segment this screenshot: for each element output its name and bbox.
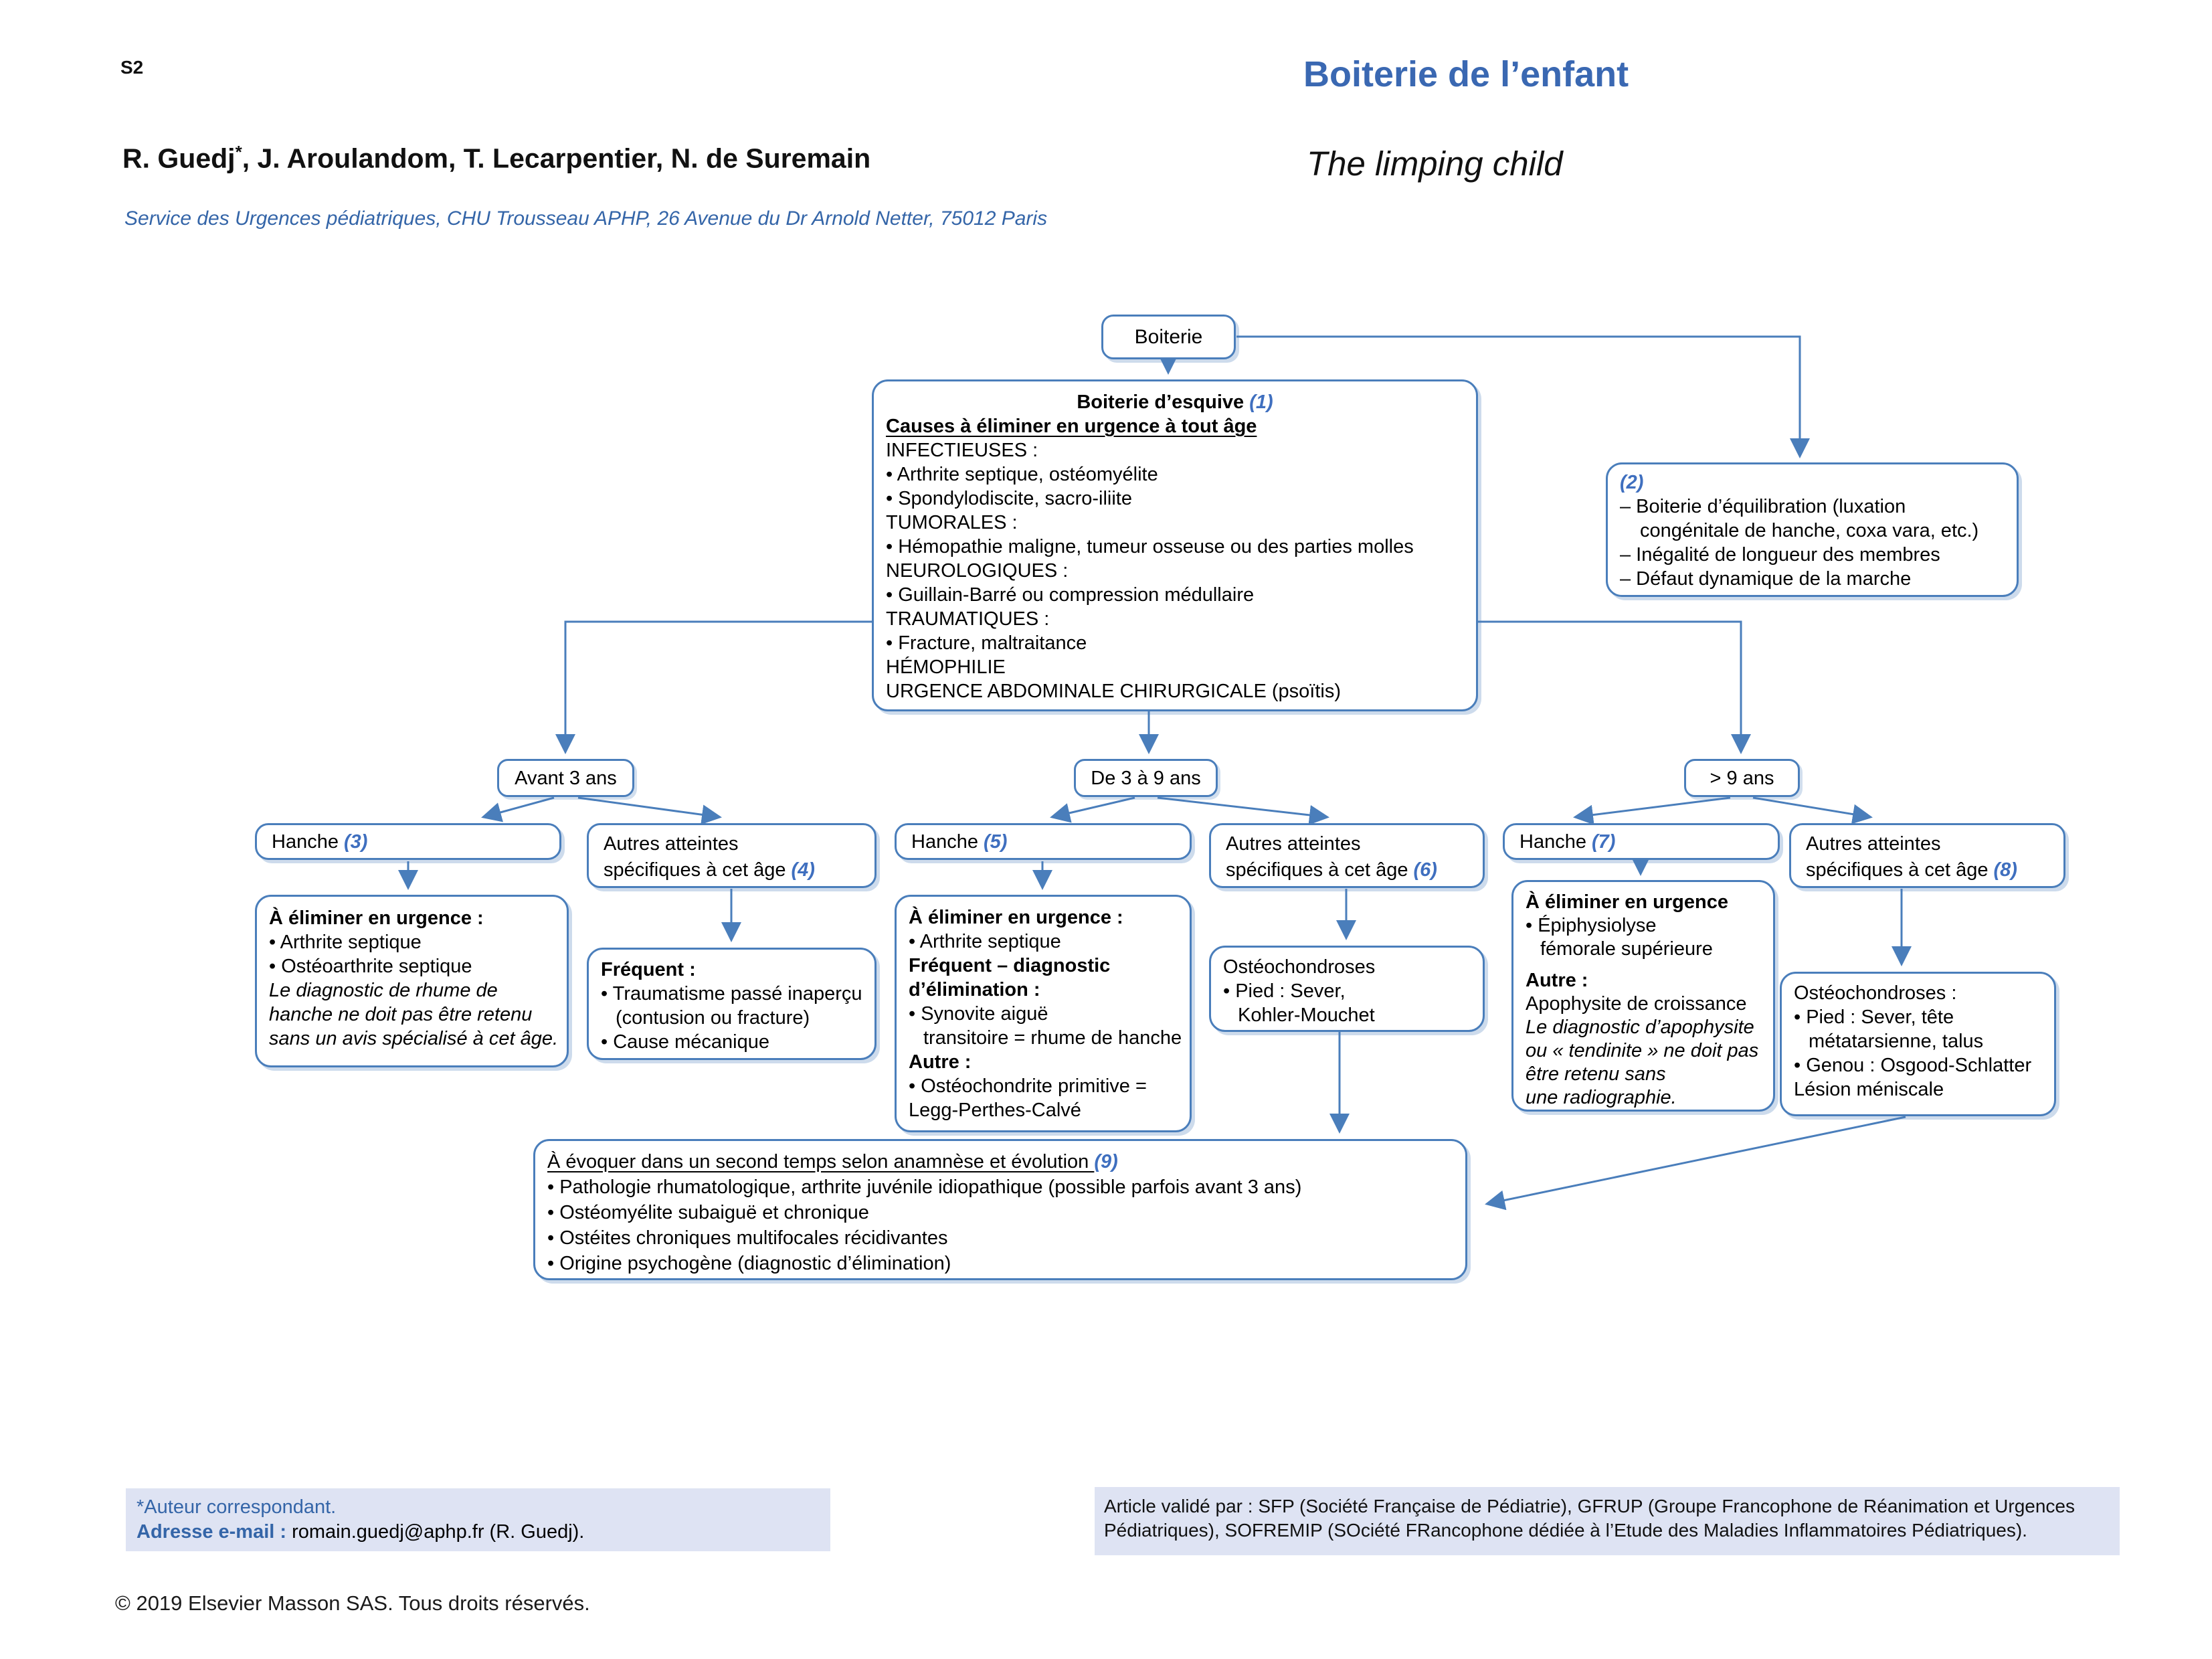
- text-line: TUMORALES :: [886, 512, 1018, 533]
- node-boiterie-esquive: [872, 379, 1478, 711]
- footnote-author: *Auteur correspondant.: [136, 1496, 337, 1518]
- text-line: • Fracture, maltraitance: [886, 632, 1087, 654]
- node-boiterie-root: [1101, 315, 1236, 359]
- node-content-3: À éliminer en urgence : • Arthrite septique • Ostéoarthrite septique Le diagnostic de rhume de hanche ne doit pas être retenu sans un avis spécialisé à cet âge.: [255, 895, 569, 1067]
- node-autres-6: Autres atteintes spécifiques à cet âge (6): [1209, 823, 1485, 888]
- node-number: (2): [1620, 472, 1644, 493]
- node-content-7: À éliminer en urgence • Épiphysiolyse fémorale supérieure Autre : Apophysite de croissance Le diagnostic d’apophysite ou « tendinite » ne doit pas être retenu sans une radiographie.: [1511, 880, 1775, 1112]
- text-line: – Inégalité de longueur des membres: [1620, 544, 1940, 565]
- node-boiterie-equilibration: [1606, 462, 2019, 597]
- text-line: URGENCE ABDOMINALE CHIRURGICALE (psoïtis): [886, 681, 1342, 702]
- text-line: congénitale de hanche, coxa vara, etc.): [1640, 520, 1979, 541]
- authors-rest: , J. Aroulandom, T. Lecarpentier, N. de Suremain: [242, 143, 871, 174]
- node-autres-4: Autres atteintes spécifiques à cet âge (4): [587, 823, 877, 888]
- node-content-8: Ostéochondroses : • Pied : Sever, tête métatarsienne, talus • Genou : Osgood-Schlatter Lésion méniscale: [1780, 972, 2056, 1116]
- text-line: • Guillain-Barré ou compression médullaire: [886, 584, 1255, 606]
- text-line: • Arthrite septique, ostéomyélite: [886, 464, 1158, 485]
- author-asterisk: *: [235, 142, 242, 162]
- node-hanche-7: Hanche (7): [1503, 823, 1780, 860]
- text-line: • Spondylodiscite, sacro-iliite: [886, 488, 1132, 509]
- node-content-6: Ostéochondroses • Pied : Sever, Kohler-Mouchet: [1209, 946, 1485, 1032]
- node-age-3to9: De 3 à 9 ans: [1074, 759, 1218, 797]
- node-second-temps: À évoquer dans un second temps selon anamnèse et évolution (9) • Pathologie rhumatologique, arthrite juvénile idiopathique (possible parfois avant 3 ans) • Ostéomyélite subaiguë et chronique • Ostéites chroniques multifocales récidivantes • Origine psychogène (diagnostic d’élimination): [533, 1139, 1467, 1280]
- node-autres-8: Autres atteintes spécifiques à cet âge (8): [1789, 823, 2065, 888]
- node-content-4: Fréquent : • Traumatisme passé inaperçu (contusion ou fracture) • Cause mécanique: [587, 948, 877, 1060]
- page-number: S2: [120, 57, 144, 78]
- text-line: – Boiterie d’équilibration (luxation: [1620, 496, 1906, 517]
- author-first: R. Guedj: [122, 143, 236, 174]
- text-line: NEUROLOGIQUES :: [886, 560, 1069, 582]
- text-line: • Hémopathie maligne, tumeur osseuse ou des parties molles: [886, 536, 1414, 557]
- text-line: – Défaut dynamique de la marche: [1620, 568, 1912, 590]
- text-line: HÉMOPHILIE: [886, 657, 1006, 678]
- text-line: INFECTIEUSES :: [886, 440, 1038, 461]
- footnote-email-line: Adresse e-mail : romain.guedj@aphp.fr (R. Guedj).: [136, 1521, 585, 1543]
- footnote-validation: Article validé par : SFP (Société Française de Pédiatrie), GFRUP (Groupe Francophone de Réanimation et Urgences Pédiatriques), SOFREMIP (SOciété FRancophone dédiée à l’Etude des Maladies Inflammatoires Pédiatriques).: [1095, 1487, 2120, 1555]
- article-title-en: The limping child: [1307, 145, 1563, 183]
- node-content-5: À éliminer en urgence : • Arthrite septique Fréquent – diagnostic d’élimination : • Synovite aiguë transitoire = rhume de hanche Autre : • Ostéochondrite primitive = Legg-Perthes-Calvé: [895, 895, 1192, 1132]
- email-address: romain.guedj@aphp.fr (R. Guedj).: [286, 1521, 585, 1543]
- copyright-line: © 2019 Elsevier Masson SAS. Tous droits réservés.: [115, 1591, 590, 1615]
- node-title: Boiterie d’esquive (1): [1077, 391, 1273, 413]
- node-subtitle: Causes à éliminer en urgence à tout âge: [886, 416, 1257, 437]
- node-age-under3: Avant 3 ans: [497, 759, 634, 797]
- affiliation: Service des Urgences pédiatriques, CHU Trousseau APHP, 26 Avenue du Dr Arnold Netter, 75012 Paris: [124, 207, 1048, 230]
- node-hanche-3: Hanche (3): [255, 823, 561, 860]
- authors-line: [122, 142, 870, 175]
- text-line: TRAUMATIQUES :: [886, 608, 1050, 630]
- node-title: À évoquer dans un second temps selon anamnèse et évolution (9): [547, 1151, 1118, 1172]
- node-age-over9: > 9 ans: [1684, 759, 1800, 797]
- footnote-correspondence: [126, 1488, 830, 1551]
- node-label: Boiterie: [1134, 325, 1203, 348]
- article-title-fr: Boiterie de l’enfant: [1303, 54, 1629, 94]
- node-hanche-5: Hanche (5): [895, 823, 1192, 860]
